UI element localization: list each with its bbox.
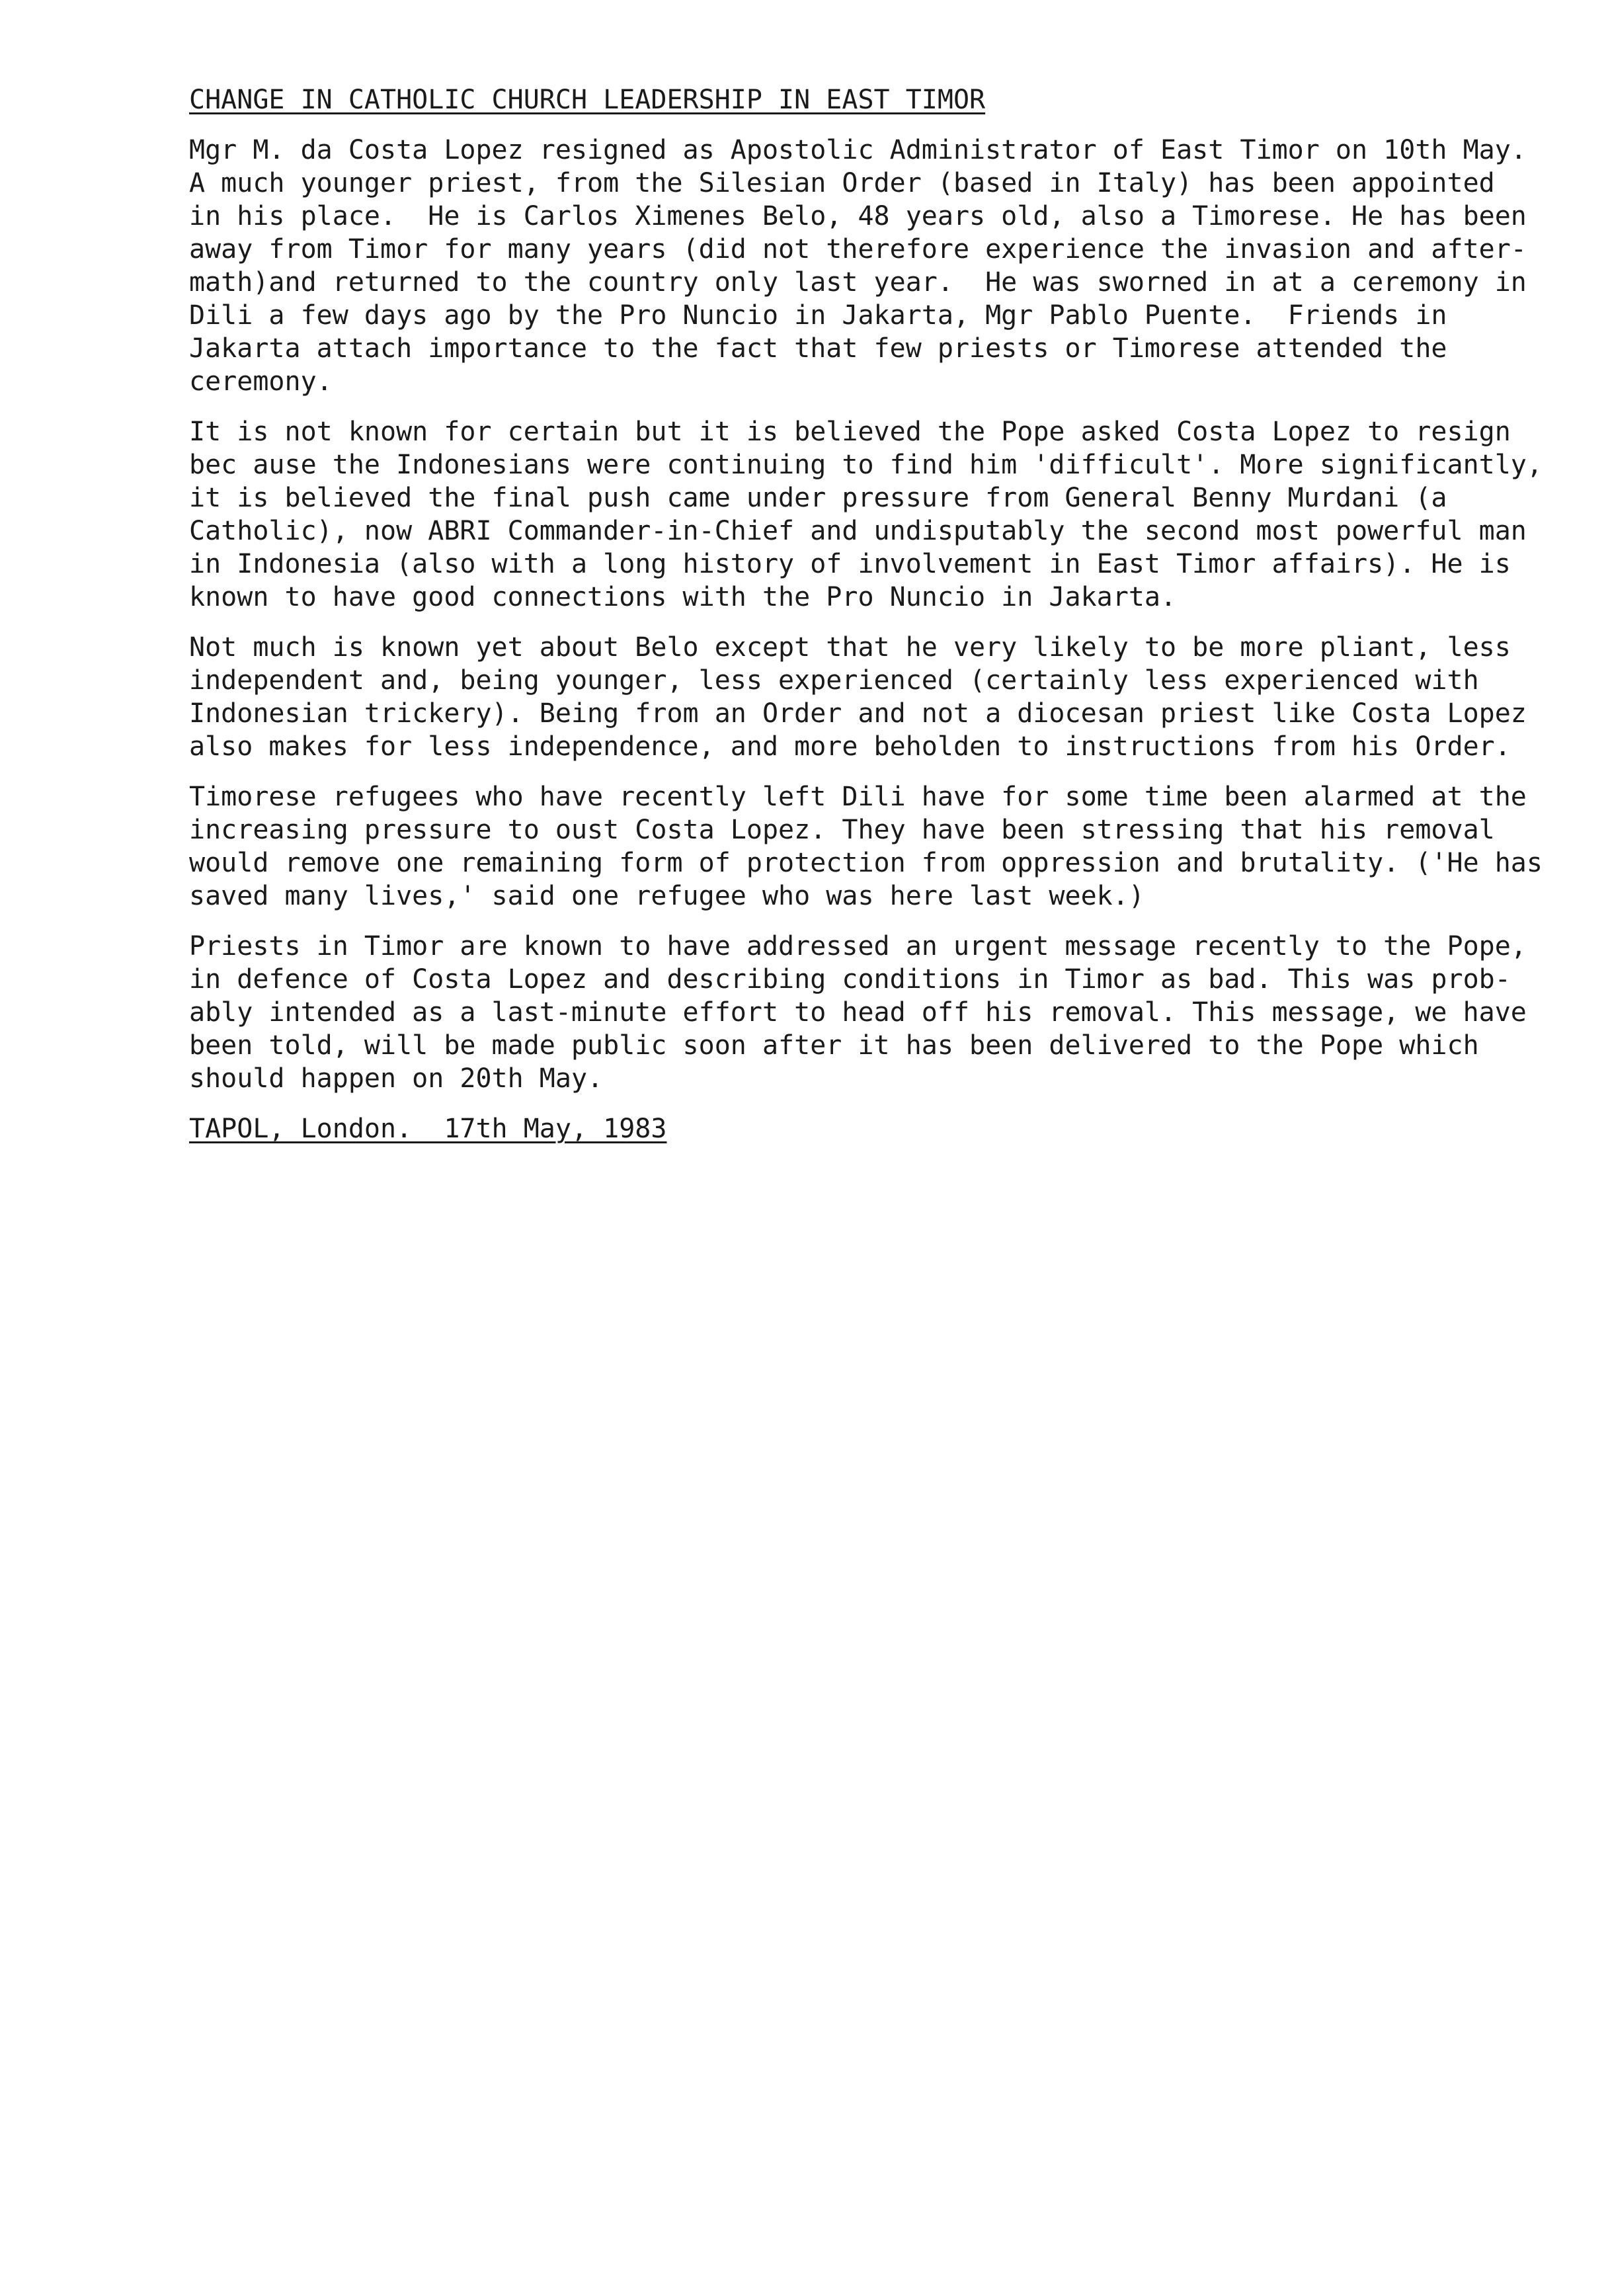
text-line: Catholic), now ABRI Commander-in-Chief and undisputably the second most powerful man xyxy=(189,516,1527,546)
text-line: ceremony. xyxy=(189,366,333,397)
text-line: bec ause the Indonesians were continuing to find him 'difficult'. More significantly, xyxy=(189,450,1543,480)
text-line: Mgr M. da Costa Lopez resigned as Apostolic Administrator of East Timor on 10th May. xyxy=(189,135,1527,165)
text-line: away from Timor for many years (did not therefore experience the invasion and after- xyxy=(189,234,1527,265)
text-line: A much younger priest, from the Silesian Order (based in Italy) has been appointed xyxy=(189,168,1495,198)
text-line: saved many lives,' said one refugee who was here last week.) xyxy=(189,881,1145,911)
text-line: ably intended as a last-minute effort to head off his removal. This message, we have xyxy=(189,997,1527,1028)
text-line: been told, will be made public soon after it has been delivered to the Pope which xyxy=(189,1030,1479,1061)
paragraph-1 xyxy=(189,134,1591,398)
paragraph-5 xyxy=(189,930,1591,1095)
text-line: in defence of Costa Lopez and describing conditions in Timor as bad. This was prob- xyxy=(189,964,1511,995)
paragraph-2 xyxy=(189,415,1591,614)
text-line: It is not known for certain but it is believed the Pope asked Costa Lopez to resign xyxy=(189,417,1511,447)
text-line: Timorese refugees who have recently left Dili have for some time been alarmed at the xyxy=(189,782,1527,812)
text-line: independent and, being younger, less experienced (certainly less experienced with xyxy=(189,665,1479,696)
text-line: math)and returned to the country only last year. He was sworned in at a ceremony in xyxy=(189,267,1527,298)
signature-line: TAPOL, London. 17th May, 1983 xyxy=(189,1114,667,1144)
text-line: should happen on 20th May. xyxy=(189,1063,604,1094)
text-line: Dili a few days ago by the Pro Nuncio in Jakarta, Mgr Pablo Puente. Friends in xyxy=(189,300,1447,331)
text-line: Not much is known yet about Belo except that he very likely to be more pliant, less xyxy=(189,632,1511,663)
text-line: in Indonesia (also with a long history of involvement in East Timor affairs). He is xyxy=(189,549,1511,579)
text-line: Indonesian trickery). Being from an Order and not a diocesan priest like Costa Lopez xyxy=(189,698,1527,729)
text-line: increasing pressure to oust Costa Lopez. They have been stressing that his removal xyxy=(189,815,1495,845)
paragraph-3 xyxy=(189,631,1591,763)
text-line: Priests in Timor are known to have addressed an urgent message recently to the Pope, xyxy=(189,931,1527,962)
document-title: CHANGE IN CATHOLIC CHURCH LEADERSHIP IN EAST TIMOR xyxy=(189,85,986,115)
text-line: Jakarta attach importance to the fact that few priests or Timorese attended the xyxy=(189,333,1447,364)
text-line: known to have good connections with the Pro Nuncio in Jakarta. xyxy=(189,582,1177,612)
text-line: in his place. He is Carlos Ximenes Belo, 48 years old, also a Timorese. He has been xyxy=(189,201,1527,231)
paragraph-4 xyxy=(189,780,1591,913)
text-line: also makes for less independence, and more beholden to instructions from his Order. xyxy=(189,731,1511,762)
text-line: it is believed the final push came under pressure from General Benny Murdani (a xyxy=(189,483,1447,513)
document-body xyxy=(189,83,1591,1145)
text-line: would remove one remaining form of protection from oppression and brutality. ('He has xyxy=(189,848,1543,878)
